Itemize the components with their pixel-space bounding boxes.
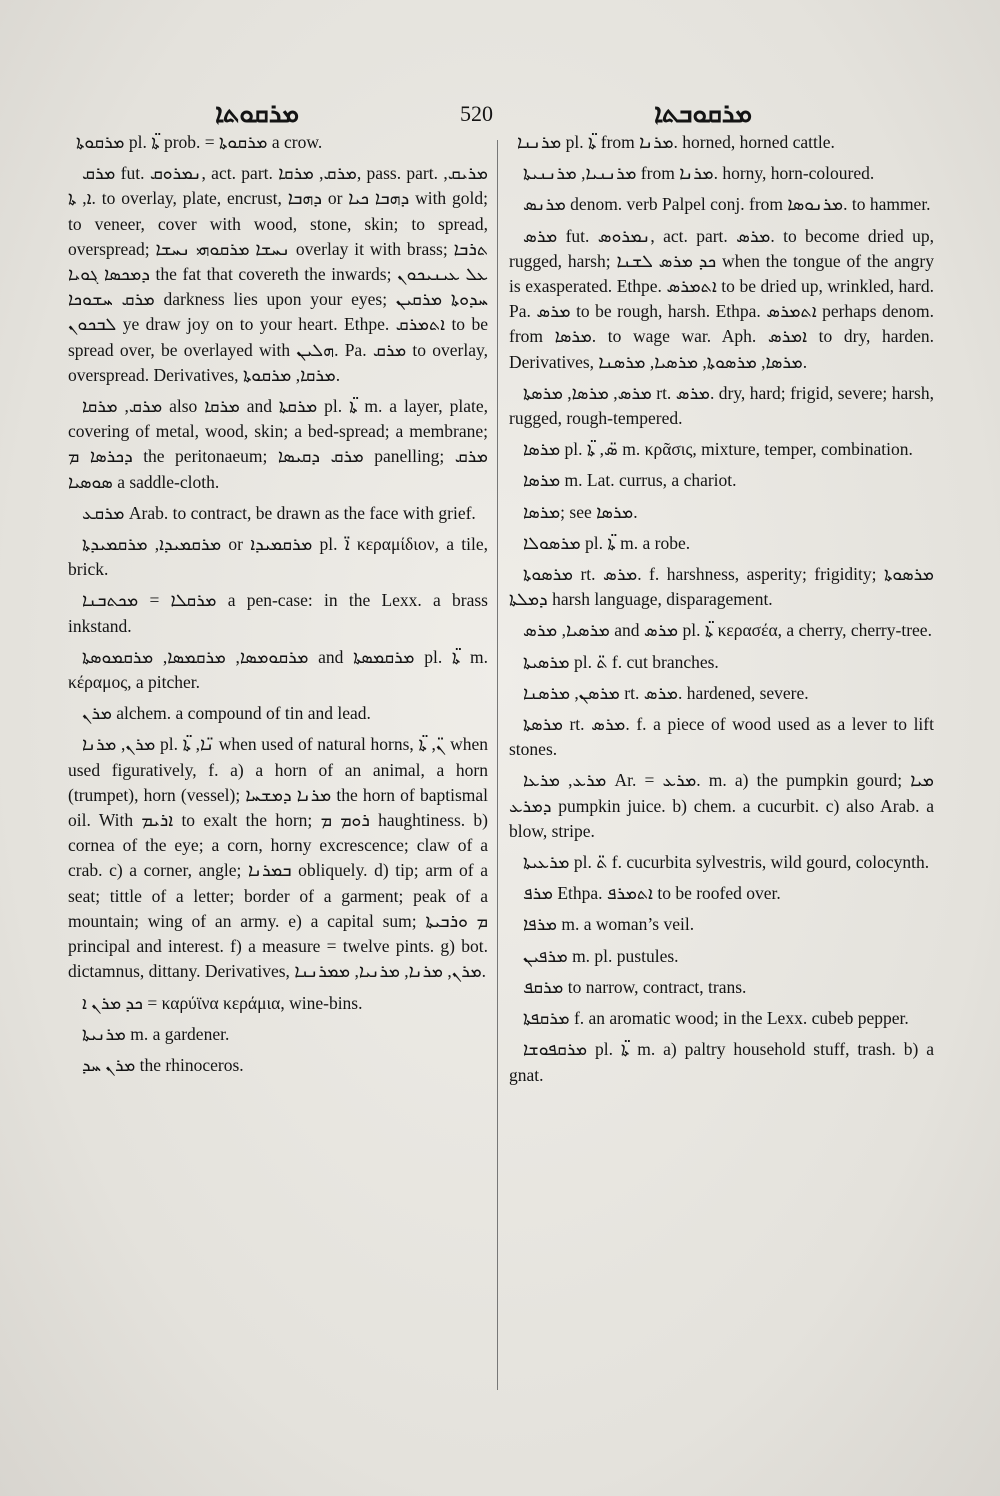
dictionary-entry: ܡܪܣܢ, ܡܪܣܢܐ rt. ܡܪܣ. hardened, severe. — [523, 682, 809, 703]
dictionary-entry: ܡܪܢܢܝܐ, ܡܪܢܢܝܬܐ from ܡܪܢܐ. horny, horn-coloured. — [523, 163, 875, 184]
dictionary-entry: ܡܪܩܥ Arab. to contract, be drawn as the face with grief. — [82, 502, 476, 523]
dictionary-entry: ܡܪܢ ܚܕ the rhinoceros. — [82, 1054, 244, 1075]
dictionary-entry: ܡܪܩܦ to narrow, contract, trans. — [523, 976, 747, 997]
dictionary-entry: ܡܪܩܦܘܫܐ pl. ܬ̈ܐ m. a) paltry household stuff, trash. b) a gnat. — [509, 1039, 934, 1085]
dictionary-entry: ܡܪܣܐ pl. ܣ̈, ܬ̈ܐ m. κρᾶσις, mixture, temper, combination. — [523, 439, 913, 460]
dictionary-entry: ܡܪܢ, ܡܪܢܐ pl. ܢ̈ܐ, ܬ̈ܐ when used of natural horns, ܢ̈, ܬ̈ܐ when used figuratively, f. a) a horn of an animal, a horn (trumpet), horn (vessel); ܡܪܢܐ ܕܡܫܚܐ the horn of baptismal oil. With ܐܪܝܡ to exalt the horn; ܪܘܡ ܡ haughtiness. b) cornea of the eye; a corn, horny excrescence; claw of a crab. c) a corner, angle; ܒܡܪܢܐ obliquely. d) tip; arm of a seat; tittle of a letter; border of a garment; peak of a mountain; wing of an army. e) a capital sum; ܡ ܘܪܒܝܬܐ principal and interest. f) a measure = twelve pints. g) bot. dictamnus, dittany. Derivatives, ܡܪܢ, ܡܪܢܐ, ܡܪܢܝܐ, ܡܡܪܢܢܐ. — [68, 734, 489, 982]
dictionary-entry: ܡܪܩ, ܡܪܩܐ also ܡܪܩܐ and ܡܪܩܬܐ pl. ܬ̈ܐ m. a layer, plate, covering of metal, wood, skin; a bed-spread; a membrane; ܕܟܪܣܐ ܡ the peritonaeum; ܡܪܩ ܕܩܝܣܐ panelling; ܡܪܩ ܣܘܣܝܐ a saddle-cloth. — [68, 396, 488, 492]
dictionary-entry: ܡܪܢܝܬܐ m. a gardener. — [82, 1023, 230, 1044]
dictionary-entry: ܡܪܣܐ m. Lat. currus, a chariot. — [523, 470, 737, 491]
dictionary-entry: ܡܪܢ alchem. a compound of tin and lead. — [82, 703, 371, 724]
dictionary-entry: ܡܪܣܘܠܐ pl. ܬ̈ܐ m. a robe. — [523, 532, 691, 553]
dictionary-entry: ܡܪܩ fut. ܢܡܪܘܩ, act. part. ܡܪܩ, ܡܪܩܐ, pass. part. ܡܪܝܩ, ܐ, ܬܐ. to overlay, plate, encrust, ܕܗܒܐ or ܕܗܒܐ ܟܝܐ with gold; to veneer, cover with wood, stone, skin; to spread, overspread; ܢܚܫܐ ܡܪܩܘܗܝ ܢܚܫܐ overlay it with brass; ܬܪܒܐ ܕܡܟܣܐ ܓܘܝܐ the fat that covereth the inwards; ܥܠ ܥܝܢܝܟܘܢ ܡܪܩ ܚܫܘܟܐ darkness lies upon your eyes; ܚܕܘܬܐ ܡܪܩܝܢ ܠܒܟܘܢ ye draw joy on to your heart. Ethpe. ܐܬܡܪܩ to be spread over, be overlayed with ܗܠܝܢ. Pa. ܡܪܩ to overlay, overspread. Derivatives, ܡܪܩܐ, ܡܪܩܘܬܐ. — [68, 163, 489, 385]
dictionary-entry: ܡܪܩܘܬܐ pl. ܬ̈ܐ prob. = ܡܪܩܘܬܐ a crow. — [76, 132, 323, 152]
dictionary-entry: ܡܪܦܝܢ m. pl. pustules. — [523, 945, 679, 966]
page-number: 520 — [460, 101, 493, 126]
dictionary-entry: ܡܪܣܘܬܐ rt. ܡܪܣ. f. harshness, asperity; frigidity; ܡܪܣܘܬܐ ܕܡܠܬܐ harsh language, disparagement. — [509, 564, 934, 610]
left-running-head: ܡܪܩܘܬܐ — [215, 99, 299, 129]
dictionary-entry: ܡܪܣܝܬܐ pl. ܬ̈ f. cut branches. — [523, 651, 719, 672]
dictionary-entry: ܟܕ ܡܪܢ ܐ = καρύϊνα κεράμια, wine-bins. — [82, 992, 363, 1013]
dictionary-entry: ܡܪܦ Ethpa. ܐܬܡܪܦ to be roofed over. — [523, 883, 781, 904]
column-divider — [497, 140, 498, 1390]
dictionary-entry: ܡܪܥ, ܡܪܥܐ Ar. = ܡܪܥ. m. a) the pumpkin gourd; ܡܝܐ ܕܡܪܥ pumpkin juice. b) chem. a cucurbit. c) also Arab. a blow, stripe. — [509, 770, 934, 841]
dictionary-entry: ܡܪܩܡܝܕܐ, ܡܪܩܡܝܕܬܐ or ܡܪܩܡܝܕܐ pl. ܐ̈ κεραμίδιον, a tile, brick. — [68, 534, 488, 580]
dictionary-entry: ܡܪܩܘܡܣܐ, ܡܪܩܡܣܐ, ܡܪܩܡܘܣܬܐ and ܡܪܩܡܣܬܐ pl. ܬ̈ܐ m. κέραμος, a pitcher. — [68, 646, 488, 693]
dictionary-entry: ܡܪܣܐ; see ܡܪܣܐ. — [523, 501, 638, 522]
dictionary-entry: ܡܪܩܦܬܐ f. an aromatic wood; in the Lexx. cubeb pepper. — [523, 1008, 909, 1029]
right-running-head: ܡܪܩܘܒܬܐ — [654, 99, 752, 129]
dictionary-entry: ܡܪܣ, ܡܪܣܐ, ܡܪܣܬܐ rt. ܡܪܣ. dry, hard; frigid, severe; harsh, rugged, rough-tempered. — [509, 382, 934, 429]
dictionary-entry: ܡܪܣ fut. ܢܡܪܘܣ, act. part. ܡܪܣ. to become dried up, rugged, harsh; ܟܕ ܡܪܣ ܠܫܢܐ when the tongue of the angry is exasperated. Ethpe. ܐܬܡܪܣ to be dried up, wrinkled, hard. Pa. ܡܪܣ to be rough, harsh. Ethpa. ܐܬܡܪܣ perhaps denom. from ܡܪܣܐ. to wage war. Aph. ܐܡܪܣ to dry, harden. Derivatives, ܡܪܣܐ, ܡܪܣܘܬܐ, ܡܪܣܝܐ, ܡܪܣܢܐ. — [509, 225, 935, 372]
dictionary-entry: ܡܪܢܣ denom. verb Palpel conj. from ܡܪܢܘܣܐ. to hammer. — [523, 194, 931, 215]
dictionary-entry: ܡܪܣܬܐ rt. ܡܪܣ. f. a piece of wood used as a lever to lift stones. — [509, 714, 934, 760]
left-column — [68, 130, 488, 1084]
right-column — [509, 130, 934, 1094]
dictionary-entry: ܡܪܣܝܐ, ܡܪܣ and ܡܪܣ pl. ܬ̈ܐ κερασέα, a cherry, cherry-tree. — [523, 620, 932, 641]
dictionary-entry: ܡܪܦܐ m. a woman’s veil. — [523, 914, 695, 935]
dictionary-entry: ܡܪܥܝܬܐ pl. ܬ̈ f. cucurbita sylvestris, wild gourd, colocynth. — [523, 852, 930, 873]
dictionary-entry: ܡܪܩܠܐ = ܡܟܬܒܢܐ a pen-case: in the Lexx. a brass inkstand. — [68, 590, 488, 636]
dictionary-entry: ܡܪܢܢܐ pl. ܬ̈ܐ from ܡܪܢܐ. horned, horned cattle. — [517, 132, 835, 152]
